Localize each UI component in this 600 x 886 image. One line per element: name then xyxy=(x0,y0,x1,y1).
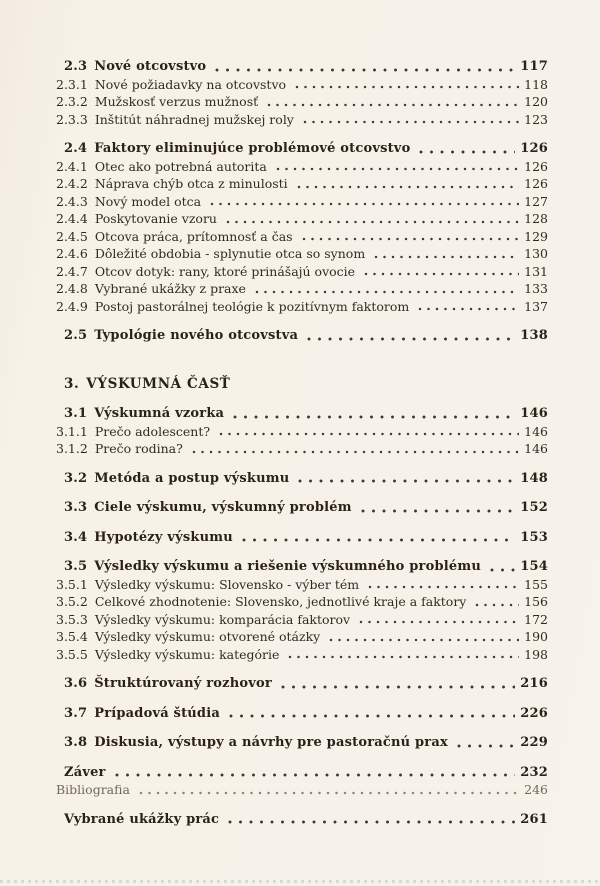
toc-entry xyxy=(56,93,548,111)
toc-entry-number: 2.4.5 xyxy=(56,228,88,244)
toc-entry-number: 3.5.5 xyxy=(56,646,88,662)
toc-entry xyxy=(56,423,548,441)
toc-entry-page: 261 xyxy=(520,811,548,827)
scanned-page-edge xyxy=(0,880,600,883)
toc-entry xyxy=(56,245,548,263)
toc-entry xyxy=(56,298,548,316)
dot-leader xyxy=(276,167,519,171)
toc-entry xyxy=(56,499,548,517)
toc-entry xyxy=(56,675,548,693)
dot-leader xyxy=(115,773,516,777)
toc-entry-title: Poskytovanie vzoru xyxy=(94,211,217,226)
toc-entry-title: Bibliografia xyxy=(56,782,130,797)
toc-entry-number: 3. xyxy=(64,375,80,392)
toc-entry-title: Otcova práca, prítomnosť a čas xyxy=(94,228,293,244)
toc-entry-title: Náprava chýb otca z minulosti xyxy=(94,176,288,191)
toc-entry-page: 133 xyxy=(524,281,548,296)
toc-entry xyxy=(56,646,548,664)
toc-entry-page: 156 xyxy=(524,594,548,609)
toc-entry xyxy=(56,781,548,799)
toc-entry-page: 226 xyxy=(520,705,548,721)
toc-entry-number: 2.4 xyxy=(64,141,88,156)
toc-entry-page: 117 xyxy=(520,59,548,74)
dot-leader xyxy=(219,432,519,436)
toc-entry-page: 198 xyxy=(524,646,548,662)
toc-entry-number: 3.1 xyxy=(64,406,88,421)
toc-entry-number: 3.1.2 xyxy=(56,441,88,456)
toc-entry-title: Výsledky výskumu: otvorené otázky xyxy=(94,629,321,644)
toc-entry-number: 3.2 xyxy=(64,470,88,486)
toc-entry-number: 3.5.1 xyxy=(56,576,88,592)
toc-entry xyxy=(56,111,548,129)
dot-leader xyxy=(374,255,519,259)
toc-entry-page: 146 xyxy=(524,441,548,456)
toc-entry xyxy=(56,228,548,246)
toc-entry-page: 148 xyxy=(520,470,548,486)
toc-entry xyxy=(56,327,548,345)
toc-entry-page: 123 xyxy=(524,111,548,127)
toc-entry-page: 128 xyxy=(524,211,548,226)
toc-entry-title: Vybrané ukážky z praxe xyxy=(94,281,246,296)
toc-entry-title: Nové požiadavky na otcovstvo xyxy=(94,76,287,92)
toc-entry-number: 3.5.2 xyxy=(56,594,88,609)
dot-leader xyxy=(302,237,520,241)
dot-leader xyxy=(307,337,515,341)
toc-entry xyxy=(56,405,548,423)
toc-entry-title: Výsledky výskumu a riešenie výskumného problému xyxy=(94,559,481,574)
toc-entry-page: 130 xyxy=(524,246,548,261)
toc-entry-page: 229 xyxy=(520,735,548,750)
dot-leader xyxy=(228,820,515,824)
toc-entry-title: Vybrané ukážky prác xyxy=(64,811,220,827)
toc-entry xyxy=(56,593,548,611)
dot-leader xyxy=(233,415,515,419)
toc-entry-number: 3.8 xyxy=(64,735,88,750)
toc-entry-page: 246 xyxy=(524,782,548,797)
toc-entry-title: VÝSKUMNÁ ČASŤ xyxy=(86,375,231,392)
toc-entry xyxy=(56,529,548,547)
toc-entry-page: 126 xyxy=(520,141,548,156)
dot-leader xyxy=(288,655,519,659)
toc-entry-number: 2.3.1 xyxy=(56,76,88,92)
toc-entry-title: Nový model otca xyxy=(94,193,202,209)
dot-leader xyxy=(281,685,515,689)
dot-leader xyxy=(139,791,519,795)
toc-entry-page: 190 xyxy=(524,629,548,644)
toc-entry-title: Výsledky výskumu: kategórie xyxy=(94,646,280,662)
toc-entry-number: 2.4.9 xyxy=(56,298,88,314)
dot-leader xyxy=(192,450,519,454)
dot-leader xyxy=(368,585,519,589)
toc-entry-number: 3.5 xyxy=(64,559,88,574)
toc-entry-page: 120 xyxy=(524,94,548,109)
toc-entry-page: 172 xyxy=(524,611,548,627)
toc-entry xyxy=(56,158,548,176)
dot-leader xyxy=(295,85,519,89)
dot-leader xyxy=(226,220,519,224)
toc-entry-title: Typológie nového otcovstva xyxy=(94,328,299,343)
toc-entry-page: 155 xyxy=(524,576,548,592)
toc-entry-number: 2.4.7 xyxy=(56,263,88,279)
toc-entry-title: Ciele výskumu, výskumný problém xyxy=(94,500,352,515)
dot-leader xyxy=(229,714,515,718)
toc-entry-number: 3.6 xyxy=(64,676,88,691)
toc-entry xyxy=(56,58,548,76)
dot-leader xyxy=(457,744,515,748)
dot-leader xyxy=(359,620,519,624)
toc-entry xyxy=(56,210,548,228)
dot-leader xyxy=(210,202,519,206)
toc-entry-title: Prečo rodina? xyxy=(94,441,183,456)
toc-entry-page: 216 xyxy=(520,676,548,691)
toc-entry xyxy=(56,76,548,94)
dot-leader xyxy=(418,307,519,311)
toc-entry-page: 129 xyxy=(524,228,548,244)
dot-leader xyxy=(419,150,515,154)
toc-list xyxy=(56,58,548,828)
dot-leader xyxy=(490,568,515,572)
toc-entry-title: Mužskosť verzus mužnosť xyxy=(94,94,259,109)
dot-leader xyxy=(303,120,519,124)
toc-entry-title: Výsledky výskumu: komparácia faktorov xyxy=(94,611,351,627)
toc-entry-title: Štruktúrovaný rozhovor xyxy=(94,676,272,691)
toc-entry-page: 127 xyxy=(524,193,548,209)
dot-leader xyxy=(215,68,515,72)
toc-entry-page: 118 xyxy=(524,76,548,92)
toc-entry xyxy=(56,611,548,629)
toc-entry-page: 232 xyxy=(520,764,548,780)
toc-entry-title: Postoj pastorálnej teológie k pozitívnym faktorom xyxy=(94,298,410,314)
dot-leader xyxy=(361,509,516,513)
toc-entry-number: 3.5.4 xyxy=(56,629,88,644)
toc-entry-title: Celkové zhodnotenie: Slovensko, jednotlivé kraje a faktory xyxy=(94,594,467,609)
dot-leader xyxy=(297,185,519,189)
toc-entry-title: Výskumná vzorka xyxy=(94,406,225,421)
toc-entry-title: Dôležité obdobia - splynutie otca so synom xyxy=(94,246,366,261)
toc-entry-number: 2.4.8 xyxy=(56,281,88,296)
toc-entry xyxy=(56,280,548,298)
toc-entry xyxy=(56,558,548,576)
toc-entry-page: 137 xyxy=(524,298,548,314)
toc-entry xyxy=(56,628,548,646)
toc-entry xyxy=(56,440,548,458)
toc-entry-title: Faktory eliminujúce problémové otcovstvo xyxy=(94,141,411,156)
toc-entry-page: 146 xyxy=(520,406,548,421)
toc-entry-number: 2.5 xyxy=(64,328,88,343)
toc-entry xyxy=(56,576,548,594)
toc-page xyxy=(56,58,548,828)
toc-entry-page: 152 xyxy=(520,500,548,515)
toc-entry-number: 2.3.2 xyxy=(56,94,88,109)
toc-entry xyxy=(56,470,548,488)
dot-leader xyxy=(475,603,519,607)
toc-entry-number: 2.4.6 xyxy=(56,246,88,261)
toc-entry xyxy=(56,376,548,394)
toc-entry-number: 2.3.3 xyxy=(56,111,88,127)
toc-entry-title: Výsledky výskumu: Slovensko - výber tém xyxy=(94,576,360,592)
toc-entry-number: 3.4 xyxy=(64,529,88,545)
toc-entry xyxy=(56,193,548,211)
toc-entry-page: 126 xyxy=(524,158,548,174)
toc-entry-title: Otcov dotyk: rany, ktoré prinášajú ovocie xyxy=(94,263,356,279)
toc-entry-title: Otec ako potrebná autorita xyxy=(94,158,267,174)
dot-leader xyxy=(267,103,519,107)
toc-entry-title: Nové otcovstvo xyxy=(94,59,207,74)
toc-entry-page: 126 xyxy=(524,176,548,191)
toc-entry-title: Metóda a postup výskumu xyxy=(94,470,290,486)
toc-entry xyxy=(56,705,548,723)
toc-entry-title: Hypotézy výskumu xyxy=(94,529,233,545)
toc-entry-number: 2.4.2 xyxy=(56,176,88,191)
dot-leader xyxy=(298,479,515,483)
toc-entry-title: Inštitút náhradnej mužskej roly xyxy=(94,111,294,127)
toc-entry-page: 138 xyxy=(520,328,548,343)
toc-entry xyxy=(56,140,548,158)
toc-entry-title: Prípadová štúdia xyxy=(94,705,220,721)
toc-entry xyxy=(56,263,548,281)
toc-entry xyxy=(56,734,548,752)
toc-entry-number: 2.4.1 xyxy=(56,158,88,174)
toc-entry-number: 3.7 xyxy=(64,705,88,721)
toc-entry-page: 153 xyxy=(520,529,548,545)
toc-entry-number: 2.4.3 xyxy=(56,193,88,209)
dot-leader xyxy=(255,290,519,294)
toc-entry-number: 2.4.4 xyxy=(56,211,88,226)
toc-entry-title: Diskusia, výstupy a návrhy pre pastoračnú prax xyxy=(94,735,448,750)
toc-entry-number: 2.3 xyxy=(64,59,88,74)
toc-entry-title: Záver xyxy=(64,764,106,780)
toc-entry-page: 131 xyxy=(524,263,548,279)
toc-entry xyxy=(56,175,548,193)
toc-entry-page: 154 xyxy=(520,559,548,574)
toc-entry-title: Prečo adolescent? xyxy=(94,423,211,439)
dot-leader xyxy=(242,538,515,542)
toc-entry-number: 3.5.3 xyxy=(56,611,88,627)
toc-entry-number: 3.1.1 xyxy=(56,423,88,439)
toc-entry-number: 3.3 xyxy=(64,500,88,515)
dot-leader xyxy=(364,272,519,276)
toc-entry xyxy=(56,764,548,782)
toc-entry-page: 146 xyxy=(524,423,548,439)
toc-entry xyxy=(56,811,548,829)
dot-leader xyxy=(329,638,519,642)
